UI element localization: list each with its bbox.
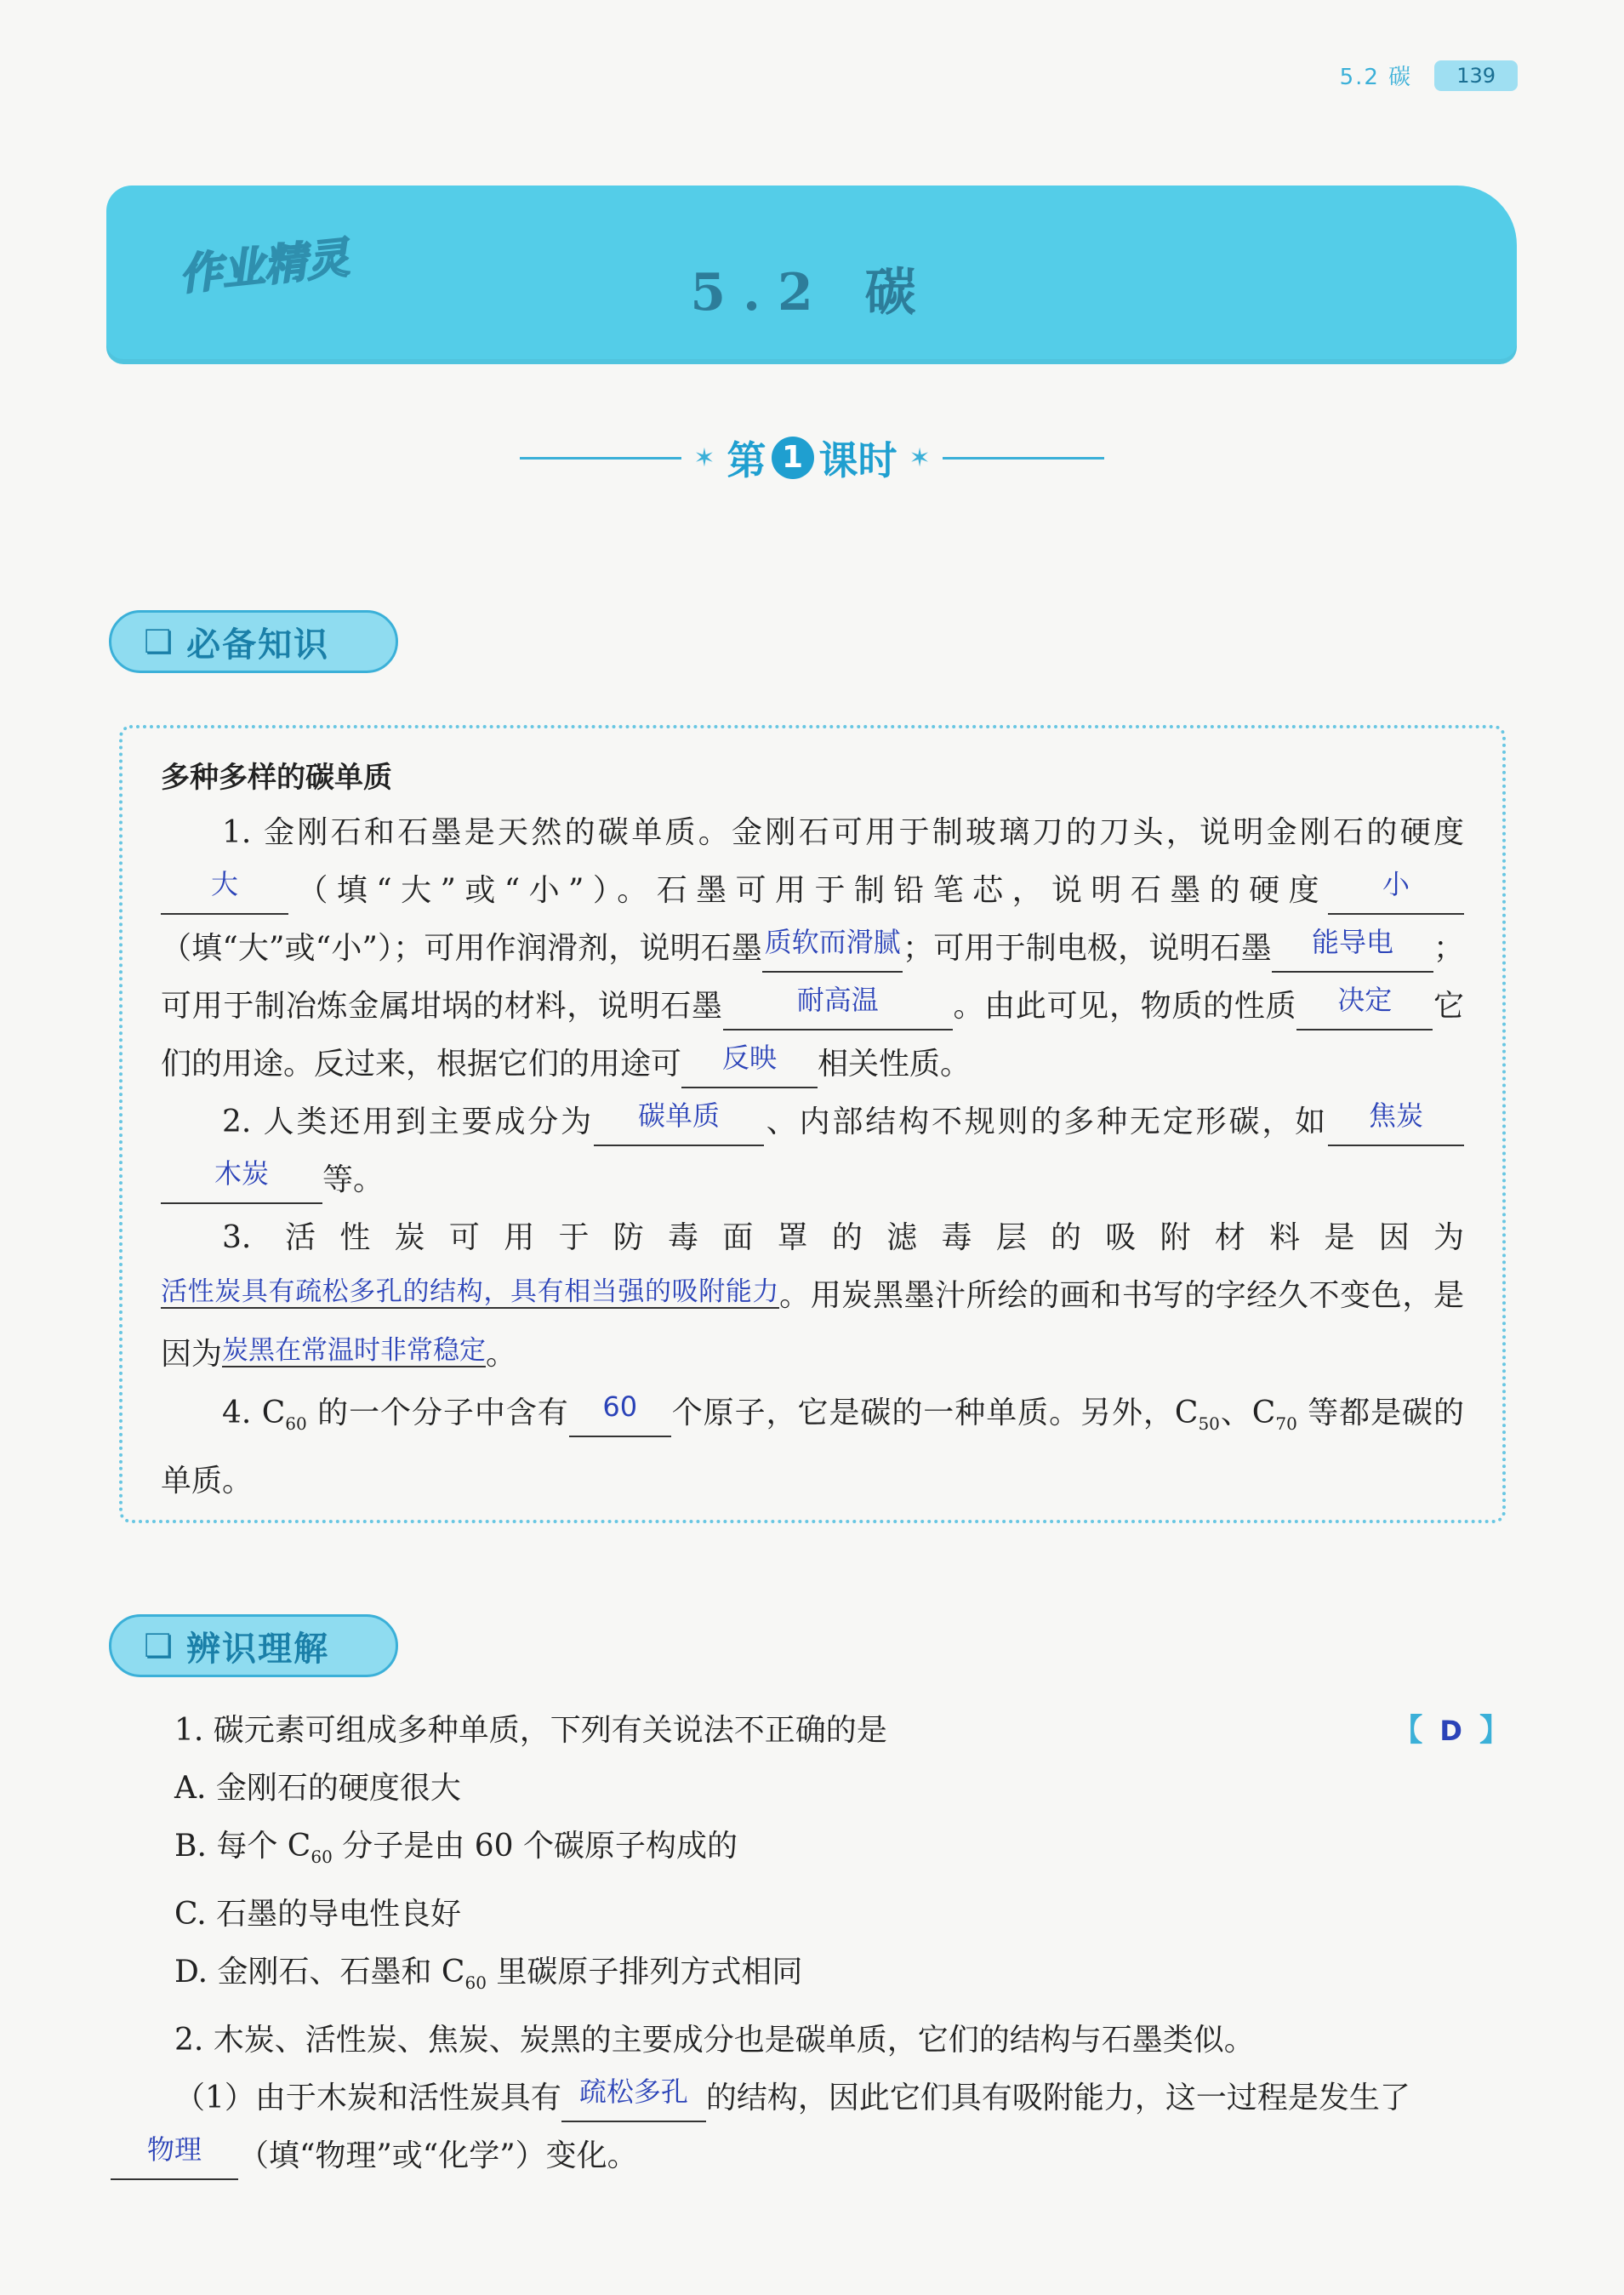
lesson-prefix: 第	[727, 437, 766, 483]
star-icon: ✶	[693, 442, 715, 473]
books-icon: ❏	[144, 1627, 174, 1664]
page-number: 139	[1434, 60, 1518, 91]
knowledge-item-3	[161, 1209, 1464, 1384]
divider-right	[943, 457, 1104, 460]
answer-blank	[161, 1157, 322, 1204]
answer-blank	[681, 1042, 818, 1088]
lesson-number: 1	[772, 437, 814, 479]
knowledge-item-4	[161, 1384, 1464, 1510]
answer-blank	[1328, 1099, 1464, 1146]
handwritten-answer: 焦炭	[1368, 1099, 1423, 1132]
question-2-part-1	[111, 2069, 1510, 2185]
handwritten-answer: 物理	[146, 2133, 202, 2167]
handwritten-answer: D	[1439, 1715, 1462, 1747]
handwritten-answer: 耐高温	[796, 984, 879, 1016]
questions	[146, 1702, 1510, 2185]
option-a: A. 金刚石的硬度很大	[174, 1771, 461, 1806]
text: 、C	[1219, 1396, 1276, 1430]
section-tag-identification	[109, 1614, 398, 1677]
text: 相关性质。	[818, 1047, 972, 1082]
question-2: 2. 木炭、活性炭、焦炭、炭黑的主要成分也是碳单质，它们的结构与石墨类似。	[174, 2023, 1255, 2058]
answer-blank	[1272, 926, 1433, 973]
text: ；可用于制冶炼金属坩埚的材料，说明石墨	[161, 931, 1464, 1024]
text: 、内部结构不规则的多种无定形碳，如	[763, 1105, 1328, 1139]
text: ；可用于制电极，说明石墨	[903, 931, 1272, 966]
text: 等都是碳的单质。	[161, 1396, 1464, 1499]
text: （填“大”或“小”）。石墨可用于制铅笔芯，说明石墨的硬度	[288, 873, 1328, 908]
answer-blank	[1296, 984, 1433, 1030]
text: （填“大”或“小”）；可用作润滑剂，说明石墨	[161, 931, 763, 966]
text: 的结构，因此它们具有吸附能力，这一过程是发生了	[705, 2081, 1410, 2116]
handwritten-answer: 决定	[1337, 984, 1393, 1016]
text: （1）由于木炭和活性炭具有	[174, 2081, 561, 2116]
text: 4. C	[222, 1396, 286, 1430]
text: 2. 人类还用到主要成分为	[222, 1105, 594, 1139]
answer-blank	[762, 926, 903, 973]
text: 的一个分子中含有	[317, 1396, 569, 1430]
knowledge-item-1	[161, 804, 1464, 1093]
text: 个原子，它是碳的一种单质。另外，C	[670, 1396, 1199, 1430]
title-banner	[106, 186, 1517, 364]
lesson-label	[727, 430, 897, 486]
answer-blank	[723, 984, 953, 1030]
knowledge-heading: 多种多样的碳单质	[161, 761, 392, 795]
subscript: 60	[311, 1847, 333, 1868]
answer-blank	[561, 2075, 706, 2122]
star-icon: ✶	[909, 442, 931, 473]
text: 。用炭黑墨汁所绘的画和书写的字经久不变色，是因为	[161, 1278, 1464, 1372]
text: 里碳原子排列方式相同	[496, 1955, 803, 1990]
text: 1. 金刚石和石墨是天然的碳单质。金刚石可用于制玻璃刀的刀头，说明金刚石的硬度	[222, 815, 1464, 850]
handwritten-answer: 木炭	[214, 1157, 269, 1190]
handwritten-answer: 质软而滑腻	[764, 926, 901, 958]
text: 。	[486, 1337, 517, 1372]
section-tag-essential-knowledge	[109, 610, 398, 673]
answer-blank	[569, 1390, 671, 1437]
books-icon: ❏	[144, 623, 174, 660]
header-section: 5.2 碳	[1339, 65, 1413, 90]
text: D. 金刚石、石墨和 C	[174, 1955, 465, 1990]
handwritten-answer: 炭黑在常温时非常稳定	[222, 1335, 487, 1366]
lesson-suffix: 课时	[818, 437, 897, 483]
question-1	[174, 1702, 1510, 1760]
knowledge-box	[119, 725, 1506, 1523]
subscript: 70	[1275, 1413, 1297, 1435]
handwritten-answer: 碳单质	[637, 1099, 720, 1132]
text: （填“物理”或“化学”）变化。	[238, 2138, 638, 2174]
option-b	[174, 1818, 1510, 1886]
text: 等。	[322, 1162, 385, 1197]
answer-bracket	[1392, 1702, 1510, 1760]
text: B. 每个 C	[174, 1829, 311, 1864]
knowledge-item-2	[161, 1093, 1464, 1209]
text: 分子是由 60 个碳原子构成的	[342, 1829, 738, 1864]
answer-blank	[1328, 868, 1464, 915]
handwritten-answer: 大	[210, 868, 238, 900]
option-c: C. 石墨的导电性良好	[174, 1897, 462, 1932]
bracket-open: 【	[1392, 1713, 1423, 1748]
answer-blank	[161, 868, 288, 915]
page-title: 5.2 碳	[690, 263, 933, 323]
option-d	[174, 1944, 1510, 2012]
section-title: 辨识理解	[186, 1629, 330, 1669]
bracket-close: 】	[1479, 1713, 1510, 1748]
divider-left	[520, 457, 681, 460]
handwritten-answer: 疏松多孔	[578, 2075, 688, 2109]
question-text: 1. 碳元素可组成多种单质，下列有关说法不正确的是	[174, 1713, 887, 1748]
text: 它们的用途。反过来，根据它们的用途可	[161, 989, 1464, 1082]
handwritten-answer: 小	[1382, 868, 1410, 900]
handwritten-answer: 反映	[722, 1042, 778, 1074]
answer-blank	[594, 1099, 764, 1146]
handwritten-answer: 60	[602, 1390, 638, 1423]
subscript: 60	[285, 1413, 307, 1435]
subscript: 50	[1198, 1413, 1220, 1435]
brand-logo: 作业精灵	[176, 232, 351, 300]
answer-blank	[111, 2133, 238, 2180]
text: 3. 活性炭可用于防毒面罩的滤毒层的吸附材料是因为	[222, 1220, 1464, 1255]
handwritten-answer: 活性炭具有疏松多孔的结构，具有相当强的吸附能力	[161, 1276, 780, 1307]
subscript: 60	[464, 1972, 487, 1994]
section-title: 必备知识	[186, 625, 330, 665]
handwritten-answer: 能导电	[1311, 926, 1393, 958]
lesson-heading	[0, 430, 1624, 486]
page-header	[1340, 60, 1518, 91]
text: 。由此可见，物质的性质	[952, 989, 1297, 1024]
